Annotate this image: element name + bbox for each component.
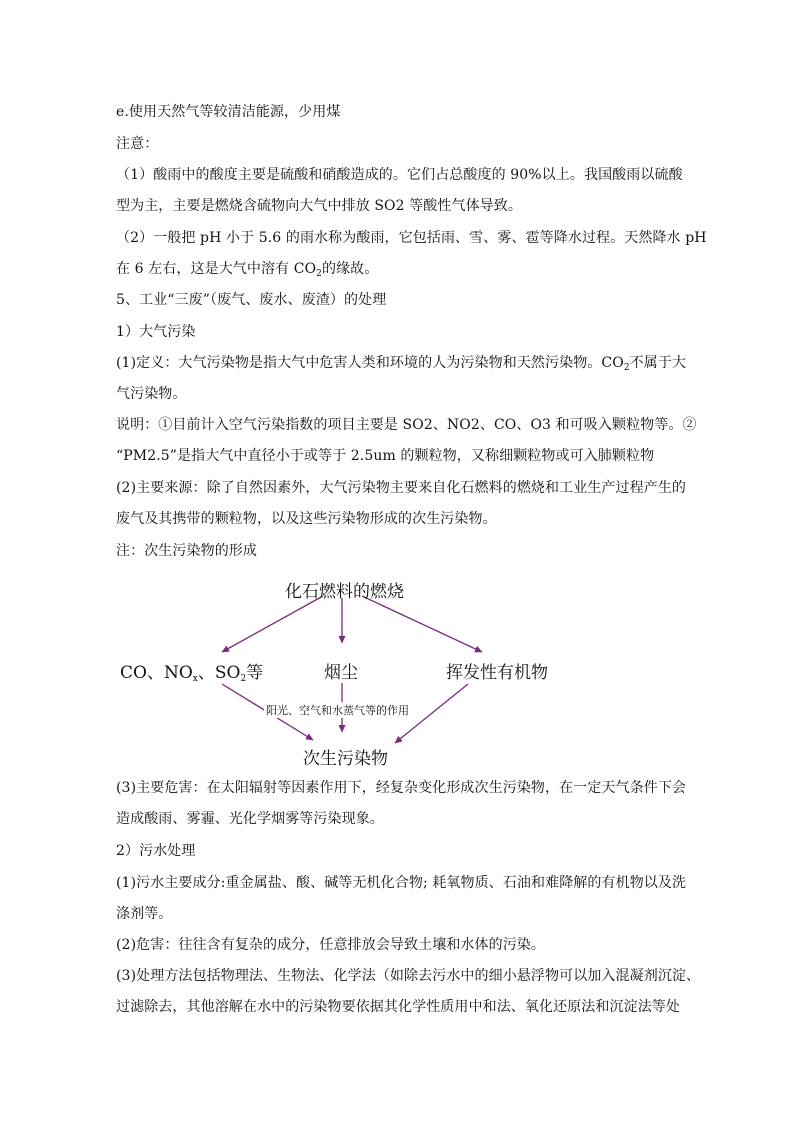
text-line: (3)处理方法包括物理法、生物法、化学法（如除去污水中的细小悬浮物可以加入混凝剂沉淀、 [116,968,701,984]
diagram-node-smoke-dust: 烟尘 [324,663,358,683]
text-line: 说明：①目前计入空气污染指数的项目主要是 SO2、NO2、CO、O3 和可吸入颗粒物等。② [116,417,697,433]
text-line: (1)污水主要成分:重金属盐、酸、碱等无机化合物; 耗氧物质、石油和难降解的有机物以及洗 [116,875,687,891]
diagram-node-secondary-pollutants: 次生污染物 [303,749,388,769]
diagram-note-conditions: 阳光、空气和水蒸气等的作用 [266,704,409,717]
subscript: 2 [316,269,322,279]
text-span: 在 6 左右，这是大气中溶有 CO [116,261,317,277]
diagram-node-gases [120,658,263,683]
subsection-heading: 1）大气污染 [116,324,196,340]
text-line: 造成酸雨、雾霾、光化学烟雾等污染现象。 [116,811,384,827]
text-line: （1）酸雨中的酸度主要是硫酸和硝酸造成的。它们占总酸度的 90%以上。我国酸雨以硫酸 [116,167,683,183]
subscript: x [192,674,198,684]
subscript: 2 [240,674,247,684]
text-line: 型为主，主要是燃烧含硫物向大气中排放 SO2 等酸性气体导致。 [116,198,522,214]
diagram-node-volatile-organics: 挥发性有机物 [446,663,548,683]
arrow-to-voc [362,596,482,652]
text-line: (3)主要危害：在太阳辐射等因素作用下，经复杂变化形成次生污染物，在一定天气条件下会 [116,780,687,796]
subscript: 2 [623,363,630,373]
label-part: 、SO [197,663,241,683]
text-line: 气污染物。 [116,386,187,402]
section-heading: 5、工业“三废”（废气、废水、废渣）的处理 [116,292,387,308]
arrow-to-gases [222,596,323,652]
text-line [116,353,686,373]
text-line: 涤剂等。 [116,906,173,922]
label-part: CO、NO [120,663,193,683]
diagram-node-fossil-fuel-combustion: 化石燃料的燃烧 [285,582,404,602]
text-line: (2)危害：往往含有复杂的成分，任意排放会导致土壤和水体的污染。 [116,937,546,953]
subsection-heading: 2）污水处理 [116,843,196,859]
text-line: (2)主要来源：除了自然因素外，大气污染物主要来自化石燃料的燃烧和工业生产过程产生的 [116,480,687,496]
text-line: （2）一般把 pH 小于 5.6 的雨水称为酸雨，它包括雨、雪、雾、雹等降水过程。天然降水 pH [116,230,707,246]
text-span: 不属于大 [629,355,687,371]
text-line [116,259,378,279]
label-part: 等 [246,663,264,683]
text-span: (1)定义：大气污染物是指大气中危害人类和环境的人为污染物和天然污染物。CO [116,355,624,371]
secondary-pollutant-diagram [110,568,580,778]
text-line: 注意： [116,136,159,152]
text-line: e.使用天然气等较清洁能源，少用煤 [116,104,341,120]
text-span: 的缘故。 [321,261,379,277]
text-line: 过滤除去，其他溶解在水中的污染物要依据其化学性质用中和法、氧化还原法和沉淀法等处 [116,999,680,1015]
text-line: 注：次生污染物的形成 [116,543,257,559]
text-line: “PM2.5”是指大气中直径小于或等于 2.5um 的颗粒物，又称细颗粒物或可入肺颗粒物 [116,448,655,464]
text-line: 废气及其携带的颗粒物，以及这些污染物形成的次生污染物。 [116,511,497,527]
